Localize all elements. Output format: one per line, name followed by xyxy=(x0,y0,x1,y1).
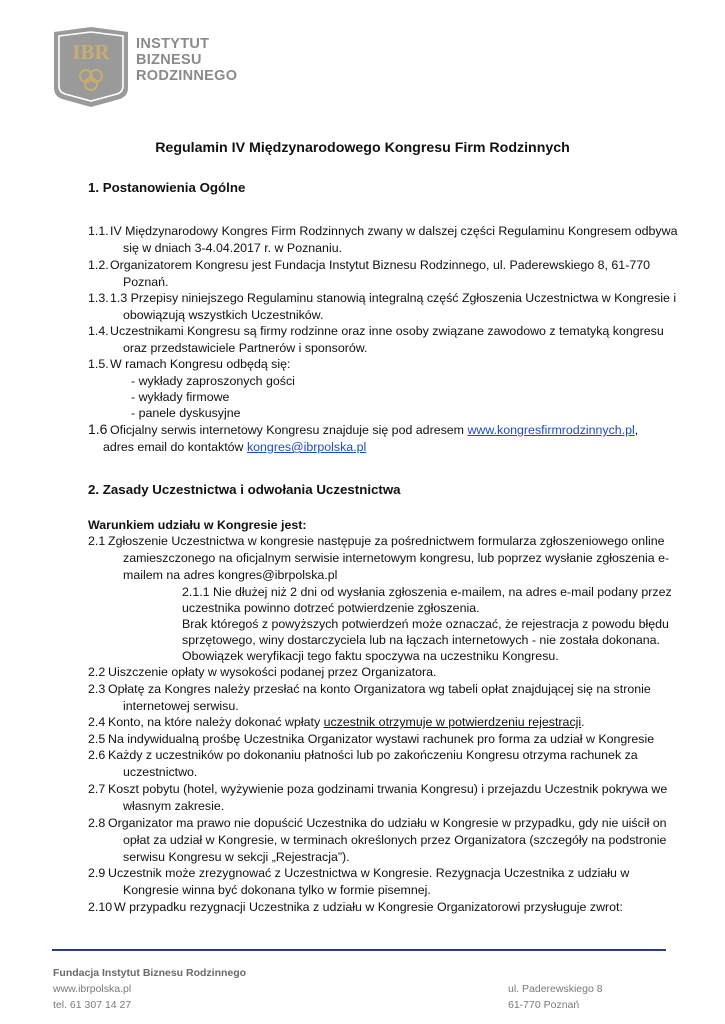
item-text: Organizator ma prawo nie dopuścić Uczestnika do udziału w Kongresie w przypadku, gdy nie uiścił on xyxy=(108,816,667,830)
sub-item: - wykłady firmowe xyxy=(131,390,230,404)
item-number: 2.4 xyxy=(88,715,106,729)
item-number: 2.2 xyxy=(88,665,106,679)
item-text: oraz przedstawiciele Partnerów i sponsorów. xyxy=(123,341,368,355)
item-number: 2.7 xyxy=(88,782,106,796)
item-text: Koszt pobytu (hotel, wyżywienie poza godzinami trwania Kongresu) i przejazdu Uczestnik pokrywa we xyxy=(108,782,668,796)
item-text: Konto, na które należy dokonać wpłaty uczestnik otrzymuje w potwierdzeniu rejestracji. xyxy=(108,715,585,729)
item-text: Organizatorem Kongresu jest Fundacja Instytut Biznesu Rodzinnego, ul. Paderewskiego 8, 61-770 xyxy=(110,258,650,272)
item-number: 1.5. xyxy=(88,357,109,371)
sub-item: Brak któregoś z powyższych potwierdzeń może oznaczać, że rejestracja z powodu błędu xyxy=(182,617,669,631)
footer-org: Fundacja Instytut Biznesu Rodzinnego xyxy=(53,967,247,979)
item-number: 2.3 xyxy=(88,682,106,696)
sub-item: - panele dyskusyjne xyxy=(131,406,241,420)
logo-wordmark xyxy=(136,36,237,84)
footer-city: 61-770 Poznań xyxy=(508,999,580,1011)
item-text: Kongresie winna być dokonana tylko w formie pisemnej. xyxy=(123,883,431,897)
sub-item: uczestnika powinno dotrzeć potwierdzenie zgłoszenia. xyxy=(182,601,480,615)
item-text: obowiązują wszystkich Uczestników. xyxy=(123,308,324,322)
item-text: Uczestnik może zrezygnować z Uczestnictwa w Kongresie. Rezygnacja Uczestnika z udziału w xyxy=(108,866,630,880)
item-text: Uiszczenie opłaty w wysokości podanej przez Organizatora. xyxy=(108,665,437,679)
item-text: W przypadku rezygnacji Uczestnika z udziału w Kongresie Organizatorowi przysługuje zwrot: xyxy=(114,900,623,914)
document-title: Regulamin IV Międzynarodowego Kongresu Firm Rodzinnych xyxy=(155,140,570,156)
item-text: Opłatę za Kongres należy przesłać na konto Organizatora wg tabeli opłat znajdującej się na stronie xyxy=(108,682,651,696)
item-number: 2.9 xyxy=(88,866,106,880)
item-text: zamieszczonego na oficjalnym serwisie internetowym kongresu, lub poprzez wysłanie zgłoszenia e- xyxy=(123,551,670,565)
item-number: 2.6 xyxy=(88,748,106,762)
item-text: Poznań. xyxy=(123,275,169,289)
logo-mark: IBR xyxy=(72,40,110,64)
footer-street: ul. Paderewskiego 8 xyxy=(508,983,603,995)
footer-phone: tel. 61 307 14 27 xyxy=(53,999,132,1011)
item-number: 1.3. xyxy=(88,291,109,305)
item-text: serwisu Kongresu w sekcji „Rejestracja”). xyxy=(123,850,350,864)
item-text: Oficjalny serwis internetowy Kongresu znajduje się pod adresem www.kongresfirmrodzinnych.pl, xyxy=(110,423,639,437)
item-text: własnym zakresie. xyxy=(123,799,225,813)
section-2-heading: 2. Zasady Uczestnictwa i odwołania Uczestnictwa xyxy=(88,482,401,497)
item-text: Na indywidualną prośbę Uczestnika Organizator wystawi rachunek pro forma za udział w Kongresie xyxy=(108,732,655,746)
congress-website-link[interactable]: www.kongresfirmrodzinnych.pl xyxy=(467,423,635,437)
sub-item: Obowiązek weryfikacji tego faktu spoczywa na uczestniku Kongresu. xyxy=(182,649,559,663)
sub-item: sprzętowego, winy dostarczyciela lub na łączach internetowych - nie została dokonana. xyxy=(182,633,660,647)
item-number: 1.4. xyxy=(88,324,109,338)
item-number: 2.10 xyxy=(88,900,113,914)
item-number: 1.1. xyxy=(88,224,109,238)
footer-divider xyxy=(52,949,666,951)
item-text: mailem na adres kongres@ibrpolska.pl xyxy=(123,568,338,582)
sub-item: - wykłady zaproszonych gości xyxy=(131,374,295,388)
item-text: internetowej serwisu. xyxy=(123,699,239,713)
item-text: 1.3 Przepisy niniejszego Regulaminu stanowią integralną część Zgłoszenia Uczestnictwa w Kongresie i xyxy=(110,291,677,305)
item-text: W ramach Kongresu odbędą się: xyxy=(110,357,291,371)
item-number: 2.1 xyxy=(88,534,106,548)
item-text: Każdy z uczestników po dokonaniu płatności lub po zakończeniu Kongresu otrzyma rachunek za xyxy=(108,748,638,762)
ibr-shield-icon xyxy=(52,26,130,108)
logo-line-3: RODZINNEGO xyxy=(136,68,238,84)
logo-line-2: BIZNESU xyxy=(136,52,202,68)
item-number: 1.2. xyxy=(88,258,109,272)
section-2-subheading: Warunkiem udziału w Kongresie jest: xyxy=(88,518,307,532)
item-number: 2.8 xyxy=(88,816,106,830)
item-text: Uczestnikami Kongresu są firmy rodzinne oraz inne osoby związane zawodowo z tematyką kongresu xyxy=(110,324,664,338)
item-text: opłat za udział w Kongresie, w terminach określonych przez Organizatora (szczegóły na podstronie xyxy=(123,833,667,847)
contact-email-link[interactable]: kongres@ibrpolska.pl xyxy=(246,440,367,454)
section-1-heading: 1. Postanowienia Ogólne xyxy=(88,180,246,195)
item-text: Zgłoszenie Uczestnictwa w kongresie następuje za pośrednictwem formularza zgłoszeniowego online xyxy=(108,534,665,548)
logo-line-1: INSTYTUT xyxy=(136,36,210,52)
item-text: się w dniach 3-4.04.2017 r. w Poznaniu. xyxy=(123,241,343,255)
item-number: 2.5 xyxy=(88,732,106,746)
footer-website[interactable]: www.ibrpolska.pl xyxy=(53,983,132,995)
item-text: uczestnictwo. xyxy=(123,765,198,779)
item-text: IV Międzynarodowy Kongres Firm Rodzinnych zwany w dalszej części Regulaminu Kongresem odbywa xyxy=(110,224,678,238)
item-text: adres email do kontaktów kongres@ibrpolska.pl xyxy=(103,440,367,454)
ibr-logo xyxy=(52,26,252,112)
item-number: 1.6 xyxy=(88,421,108,437)
sub-item: 2.1.1 Nie dłużej niż 2 dni od wysłania zgłoszenia e-mailem, na adres e-mail podany przez xyxy=(182,585,672,599)
